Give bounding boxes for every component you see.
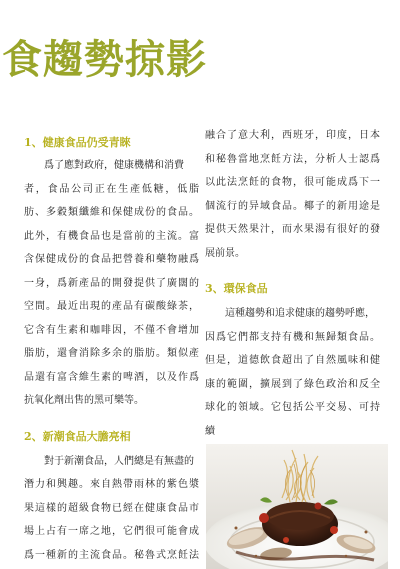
section-body-health-food xyxy=(24,154,199,413)
text-line: 空間。最近出現的產品有碳酸綠茶， xyxy=(24,301,199,312)
text-line: 提供天然果汁，而水果湯有很好的發 xyxy=(205,224,380,235)
text-line: 品還有富含維生素的啤酒，以及作爲 xyxy=(24,371,199,383)
text-line: 者，食品公司正在生產低糖，低脂 xyxy=(24,183,199,195)
text-line: 潛力和興趣。來自熱帶雨林的紫色漿 xyxy=(24,479,199,490)
text-line: 展前景。 xyxy=(205,247,245,259)
text-line: 場上占有一席之地，它們很可能會成 xyxy=(24,526,199,537)
text-line: 融合了意大利，西班牙，印度，日本 xyxy=(205,130,380,141)
section-body-eco-food xyxy=(205,302,380,443)
text-line: 爲了應對政府，健康機構和消費 xyxy=(44,160,184,171)
text-line: 因爲它們都支持有機和無歸類食品。 xyxy=(205,331,380,343)
text-line: 抗氧化劑出售的黑可樂等。 xyxy=(24,395,144,406)
text-line: 但是，道德飲食超出了自然風味和健 xyxy=(205,355,380,366)
text-line: 一身，爲新產品的開發提供了廣闊的 xyxy=(24,277,199,289)
text-line: 球化的領域。它包括公平交易、可持 xyxy=(205,402,380,413)
section-heading-eco-food: 3、環保食品 xyxy=(205,282,268,295)
text-line: 脂肪，還會消除多余的脂肪。類似產 xyxy=(24,348,199,359)
text-line: 肪、多穀類纖維和保健成份的食品。 xyxy=(24,207,199,218)
section-body-trendy-food xyxy=(24,450,199,568)
text-line: 康的範圍，擴展到了綠色政治和反全 xyxy=(205,378,380,390)
text-line: 爲一種新的主流食品。秘魯式烹飪法 xyxy=(24,549,199,561)
text-line: 續 xyxy=(205,425,215,437)
section-body-trendy-food-continued xyxy=(205,124,380,265)
text-line: 和秘魯當地烹飪方法，分析人士認爲 xyxy=(205,153,380,165)
text-line: 它含有生素和咖啡因，不僅不會增加 xyxy=(24,324,199,336)
right-column xyxy=(205,124,380,443)
text-line: 以此法烹飪的食物，很可能成爲下一 xyxy=(205,177,380,188)
page-title: 食趨勢掠影 xyxy=(2,37,207,83)
food-photo xyxy=(206,444,388,569)
section-heading-trendy-food: 2、新潮食品大膽亮相 xyxy=(24,429,131,443)
text-line: 此外，有機食品也是當前的主流。富 xyxy=(24,230,199,242)
section-heading-health-food: 1、健康食品仍受青睞 xyxy=(24,136,131,149)
text-line: 個流行的异域食品。椰子的新用途是 xyxy=(205,200,380,212)
left-column xyxy=(24,120,199,567)
text-line: 果這樣的超級食物已經在健康食品市 xyxy=(24,502,199,514)
text-line: 這種趨勢和追求健康的趨勢呼應， xyxy=(225,308,375,319)
text-line: 對于新潮食品，人們總是有無盡的 xyxy=(44,455,194,467)
text-line: 含保健成份的食品把營養和藥物融爲 xyxy=(24,254,199,265)
